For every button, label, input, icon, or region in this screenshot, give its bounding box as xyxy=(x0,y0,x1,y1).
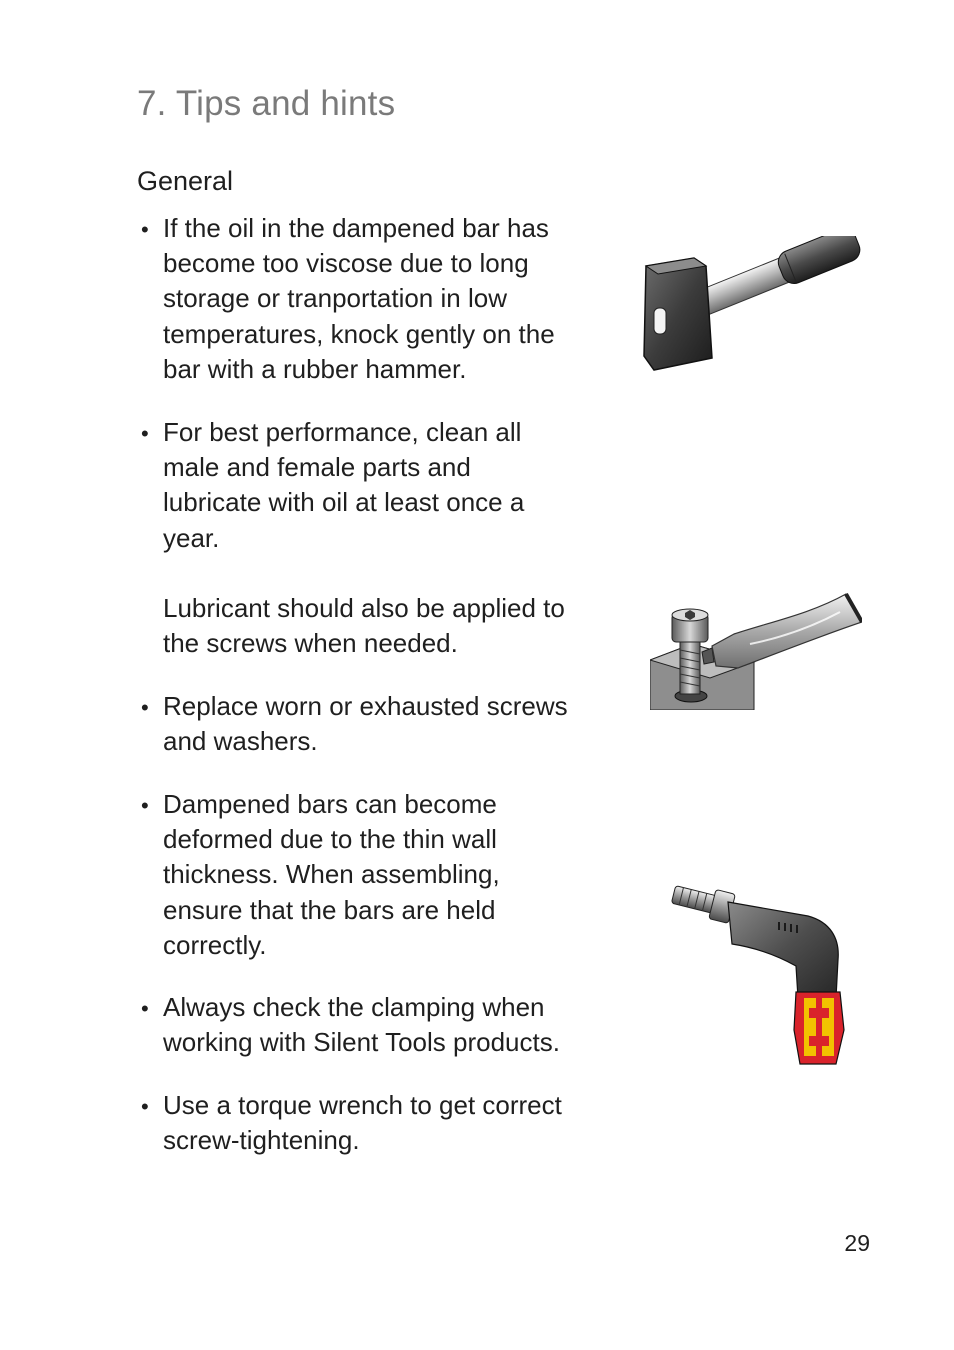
section-heading: General xyxy=(137,166,234,196)
bullet-marker: • xyxy=(141,421,149,446)
page-number: 29 xyxy=(844,1230,870,1256)
torque-screwdriver-illustration xyxy=(668,880,848,1070)
tip-clean-lubricate: For best performance, clean all male and female parts and lubricate with oil at least once a year. xyxy=(163,417,525,553)
lubricant-tube-illustration xyxy=(650,592,862,710)
tip-oil-viscose: If the oil in the dampened bar has become too viscose due to long storage or tranportation in low temperatures, knock gently on the bar with a rubber hammer. xyxy=(163,213,555,384)
rubber-hammer-illustration xyxy=(638,236,870,376)
tip-lubricant-screws: Lubricant should also be applied to the screws when needed. xyxy=(163,593,565,659)
bullet-marker: • xyxy=(141,695,149,720)
bullet-marker: • xyxy=(141,996,149,1021)
tip-torque-wrench: Use a torque wrench to get correct screw-tightening. xyxy=(163,1090,562,1156)
bullet-marker: • xyxy=(141,793,149,818)
tip-deformed-bars: Dampened bars can become deformed due to the thin wall thickness. When assembling, ensure that the bars are held correctly. xyxy=(163,789,500,960)
bullet-marker: • xyxy=(141,217,149,242)
tip-check-clamping: Always check the clamping when working with Silent Tools products. xyxy=(163,992,560,1058)
tip-replace-screws: Replace worn or exhausted screws and washers. xyxy=(163,691,568,757)
bullet-marker: • xyxy=(141,1094,149,1119)
page-title: 7. Tips and hints xyxy=(137,84,396,123)
